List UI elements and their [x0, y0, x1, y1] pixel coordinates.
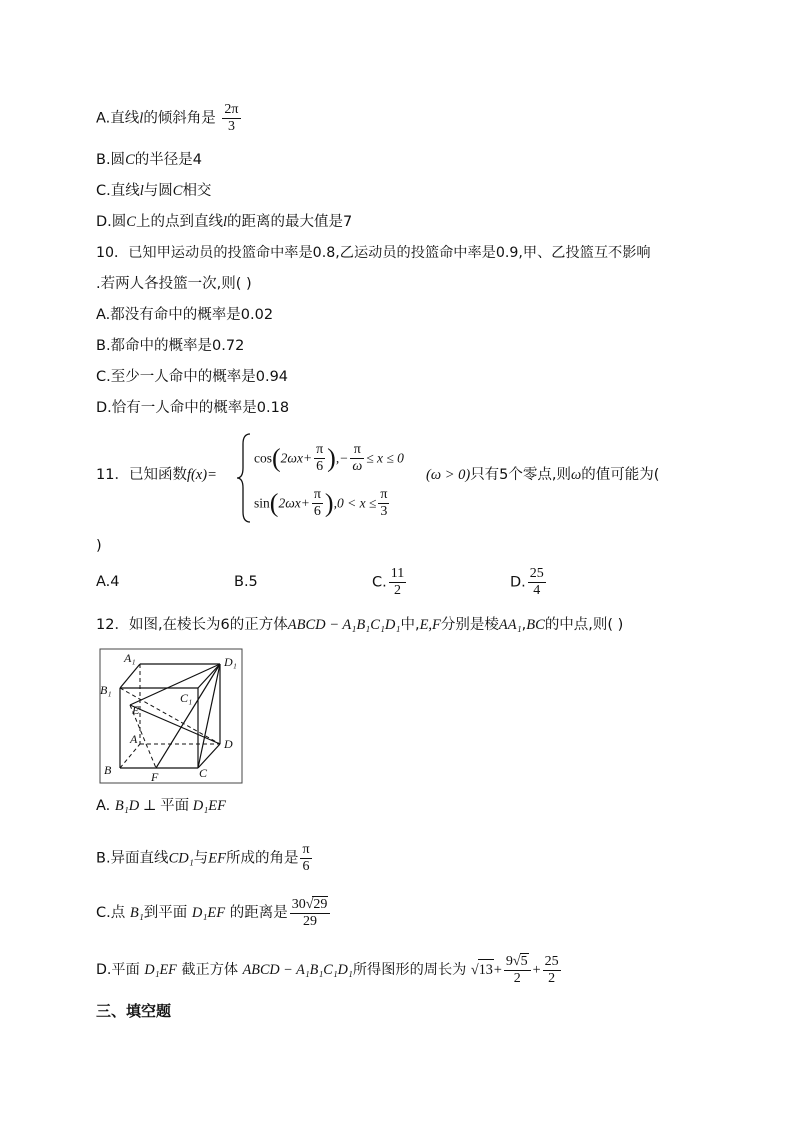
frac-den: 6: [313, 504, 321, 519]
fraction-pi-6: [314, 442, 325, 475]
frac-den: 2: [548, 970, 556, 986]
fraction-2pi-3: [222, 102, 240, 135]
frac-den: 3: [380, 504, 388, 519]
text: D.: [510, 574, 526, 591]
cond: ≤ x ≤ 0: [366, 450, 404, 466]
math: EF: [208, 850, 226, 867]
text: C.直线: [96, 183, 140, 199]
left-brace-icon: [236, 432, 252, 524]
q10-option-a: A.都没有命中的概率是0.02: [96, 307, 274, 323]
text: 与圆: [143, 183, 173, 199]
edge-aa1: AA₁: [498, 617, 522, 633]
frac-den: 29: [303, 914, 318, 929]
omega: ω: [571, 467, 582, 483]
text: 的距离的最大值是7: [226, 214, 353, 230]
text: D.圆: [96, 214, 127, 230]
edge-bc: BC: [526, 617, 545, 633]
q9-option-a: [96, 102, 243, 135]
text: ,: [521, 617, 527, 633]
frac-num: 25: [529, 566, 544, 581]
fraction-pi-6: [300, 842, 311, 875]
q10-option-d: D.恰有一人命中的概率是0.18: [96, 400, 290, 416]
omega-condition: (ω > 0): [426, 467, 471, 483]
function-f: f(x)=: [186, 467, 217, 483]
label-a1: A₁: [124, 651, 136, 665]
var-l: l: [139, 110, 144, 127]
q11-case-2: [254, 487, 391, 520]
q11-option-c: [372, 566, 408, 599]
text: D.平面: [96, 962, 145, 978]
frac-num: 11: [390, 566, 405, 581]
text: 的值可能为(: [581, 467, 660, 483]
text: 的距离是: [225, 905, 288, 921]
text: A.: [96, 798, 115, 814]
frac-den: 6: [316, 459, 324, 474]
sqrt-icon: √: [512, 954, 521, 969]
frac-den: 6: [302, 859, 310, 874]
text: 所得图形的周长为: [352, 962, 467, 978]
label-d1: D₁: [224, 655, 237, 669]
text: 12．如图,在棱长为6的正方体: [96, 617, 288, 633]
paren: ): [324, 488, 334, 518]
text: C.点: [96, 905, 130, 921]
text: 分别是棱: [440, 617, 499, 633]
frac-num: π: [313, 487, 321, 502]
expr: 2ωx+: [280, 450, 313, 466]
paren: (: [272, 443, 281, 473]
label-e: E: [132, 703, 140, 717]
q9-option-c: [96, 181, 211, 201]
frac-num: π: [350, 442, 364, 459]
fraction-pi-3: [378, 487, 389, 520]
fraction-9root5-2: [504, 953, 531, 987]
math: D₁EF: [191, 905, 226, 921]
frac-den: 4: [533, 583, 541, 598]
text: 平面: [160, 798, 190, 814]
q11-option-d: [510, 566, 548, 599]
text: B.异面直线: [96, 850, 169, 867]
math: D₁EF: [189, 798, 227, 814]
text: 的中点,则( ): [544, 617, 624, 633]
q11-stem-start: [96, 465, 217, 485]
q10-stem-line1: 10．已知甲运动员的投篮命中率是0.8,乙运动员的投篮命中率是0.9,甲、乙投篮互不影响: [96, 245, 651, 261]
text: 上的点到直线: [135, 214, 223, 230]
label-c1: C₁: [180, 691, 193, 705]
fraction-pi-omega: [350, 442, 364, 475]
var-l: l: [222, 214, 227, 230]
coef: 30: [291, 897, 306, 912]
sqrt-icon: √: [470, 962, 479, 978]
text: 截正方体: [176, 962, 243, 978]
math: ABCD − A₁B₁C₁D₁: [242, 962, 353, 978]
math: D₁EF: [144, 962, 177, 978]
fraction-11-2: [389, 566, 406, 599]
text: B.圆: [96, 152, 126, 168]
frac-num: 25: [544, 953, 559, 969]
radicand: 13: [478, 959, 494, 980]
q11-case-1: [254, 442, 404, 475]
q11-stem-end: [426, 465, 659, 485]
points-ef: E,F: [419, 617, 441, 633]
text: C.: [372, 574, 387, 591]
radicand: 5: [520, 954, 528, 969]
text: 所成的角是: [225, 850, 299, 867]
plus: +: [493, 962, 502, 978]
text: 到平面: [143, 905, 192, 921]
text: 中,: [400, 617, 420, 633]
section-title: 三、填空题: [96, 1002, 172, 1020]
q9-option-b: [96, 150, 202, 170]
var-l: l: [139, 183, 144, 199]
var-c: C: [125, 152, 135, 168]
q12-option-b: [96, 842, 314, 875]
fraction-pi-6: [312, 487, 323, 520]
frac-num: π: [302, 842, 310, 857]
q11-option-a: A.4: [96, 574, 120, 590]
cos: cos: [254, 450, 272, 466]
var-c: C: [172, 183, 183, 199]
paren: ): [327, 443, 336, 473]
label-d: D: [224, 737, 233, 751]
q11-option-b: B.5: [234, 574, 258, 590]
coef: 9: [505, 954, 513, 969]
frac-num: π: [380, 487, 388, 502]
var-c: C: [126, 214, 136, 230]
fraction-25-2: [543, 954, 561, 987]
frac-num: π: [316, 442, 324, 457]
frac-num: 2π: [224, 102, 239, 117]
text: A.直线: [96, 110, 140, 127]
q12-option-d: [96, 953, 563, 987]
label-f: F: [151, 770, 159, 784]
fraction-30root29-29: [290, 896, 331, 930]
frac-den: 3: [227, 119, 235, 134]
frac-den: 2: [393, 583, 401, 598]
radicand: 29: [313, 897, 328, 912]
q10-stem-line2: .若两人各投篮一次,则( ): [96, 276, 252, 292]
q12-option-a: [96, 796, 226, 816]
label-c: C: [199, 766, 208, 780]
cube-name: ABCD − A₁B₁C₁D₁: [287, 617, 401, 633]
q12-option-c: [96, 896, 332, 930]
cond: ,0 < x ≤: [333, 495, 377, 511]
q11-close-paren: ): [96, 538, 102, 554]
text: 的倾斜角是: [143, 110, 216, 127]
q9-option-d: [96, 212, 352, 232]
label-a: A: [130, 732, 138, 746]
text: 与: [193, 850, 209, 867]
q10-option-b: B.都命中的概率是0.72: [96, 338, 245, 354]
plus: +: [532, 962, 541, 978]
expr: 2ωx+: [278, 495, 310, 511]
text: 11．已知函数: [96, 467, 187, 483]
text: 相交: [182, 183, 212, 199]
math: B₁: [129, 905, 144, 921]
perp-symbol: ⊥: [139, 798, 161, 814]
label-b: B: [104, 763, 112, 777]
math: CD₁: [168, 850, 194, 867]
q12-stem: [96, 615, 623, 635]
sin: sin: [254, 495, 270, 511]
q10-option-c: C.至少一人命中的概率是0.94: [96, 369, 289, 385]
text: 只有5个零点,则: [470, 467, 572, 483]
fraction-25-4: [528, 566, 546, 599]
math: B₁D: [114, 798, 140, 814]
cube-figure: [96, 648, 246, 784]
sqrt-icon: √: [305, 897, 314, 912]
frac-den: 2: [513, 971, 521, 986]
frac-den: ω: [352, 459, 363, 474]
cond: ,−: [335, 450, 349, 466]
paren: (: [269, 488, 279, 518]
text: 的半径是4: [134, 152, 202, 168]
label-b1: B₁: [100, 683, 112, 697]
